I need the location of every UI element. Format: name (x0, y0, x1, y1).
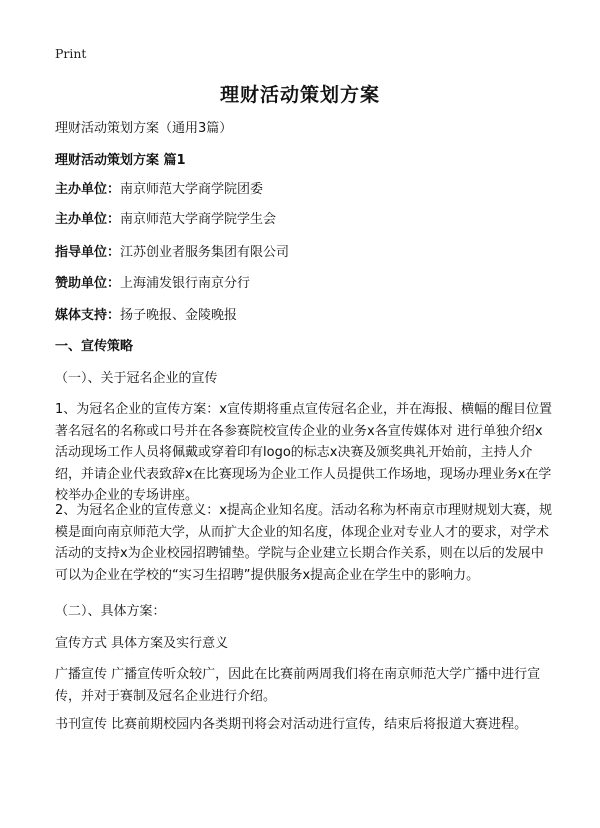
sponsor-value: 上海浦发银行南京分行 (120, 276, 251, 291)
paragraph-4: 书刊宣传 比赛前期校园内各类期刊将会对活动进行宣传，结束后将报道大赛进程。 (55, 717, 528, 732)
section-heading: 理财活动策划方案 篇1 (55, 153, 186, 168)
print-label: Print (55, 46, 87, 61)
guidance-value: 江苏创业者服务集团有限公司 (120, 245, 290, 260)
organizer-line-1 (55, 179, 552, 201)
sponsor-line (55, 273, 552, 295)
subsection-1-heading: （一）、关于冠名企业的宣传 (55, 371, 218, 386)
paragraph-2: 2、为冠名企业的宣传意义：x提高企业知名度。活动名称为杯南京市理财规划大赛，规模是面向南京师范大学，从而扩大企业的知名度，体现企业对专业人才的要求，对学术活动的支持x为企业校园招聘铺垫。学院与企业建立长期合作关系，则在以后的发展中可以为企业在学校的“实习生招聘”提供服务x提高企业在学生中的影响力。 (55, 503, 552, 583)
guidance-line (55, 242, 552, 264)
organizer-value: 南京师范大学商学院团委 (120, 182, 264, 197)
media-label: 媒体支持： (55, 308, 121, 323)
table-header: 宣传方式 具体方案及实行意义 (55, 636, 229, 651)
organizer-label: 主办单位： (55, 212, 121, 227)
organizer-value: 南京师范大学商学院学生会 (120, 212, 277, 227)
media-line (55, 305, 552, 327)
subsection-2-heading: （二）、具体方案： (55, 604, 166, 619)
guidance-label: 指导单位： (55, 245, 121, 260)
section-1-heading: 一、宣传策略 (55, 339, 134, 354)
document-title: 理财活动策划方案 (219, 84, 380, 106)
media-value: 扬子晚报、金陵晚报 (120, 308, 238, 323)
document-subtitle: 理财活动策划方案（通用3篇） (55, 121, 233, 136)
paragraph-3: 广播宣传 广播宣传听众较广，因此在比赛前两周我们将在南京师范大学广播中进行宣传，并对于赛制及冠名企业进行介绍。 (55, 667, 541, 704)
organizer-label: 主办单位： (55, 182, 121, 197)
organizer-line-2 (55, 209, 552, 231)
paragraph-1: 1、为冠名企业的宣传方案：x宣传期将重点宣传冠名企业，并在海报、横幅的醒目位置著名冠名的名称或口号并在各参赛院校宣传企业的业务x各宣传媒体对 进行单独介绍x活动现场工作人员将佩戴或穿着印有logo的标志x决赛及颁奖典礼开始前，主持人介绍，并请企业代表致辞x在比赛现场为企业工作人员提供工作场地，现场办理业务x在学校举办企业的专场讲座。 (55, 402, 552, 503)
sponsor-label: 赞助单位： (55, 276, 121, 291)
